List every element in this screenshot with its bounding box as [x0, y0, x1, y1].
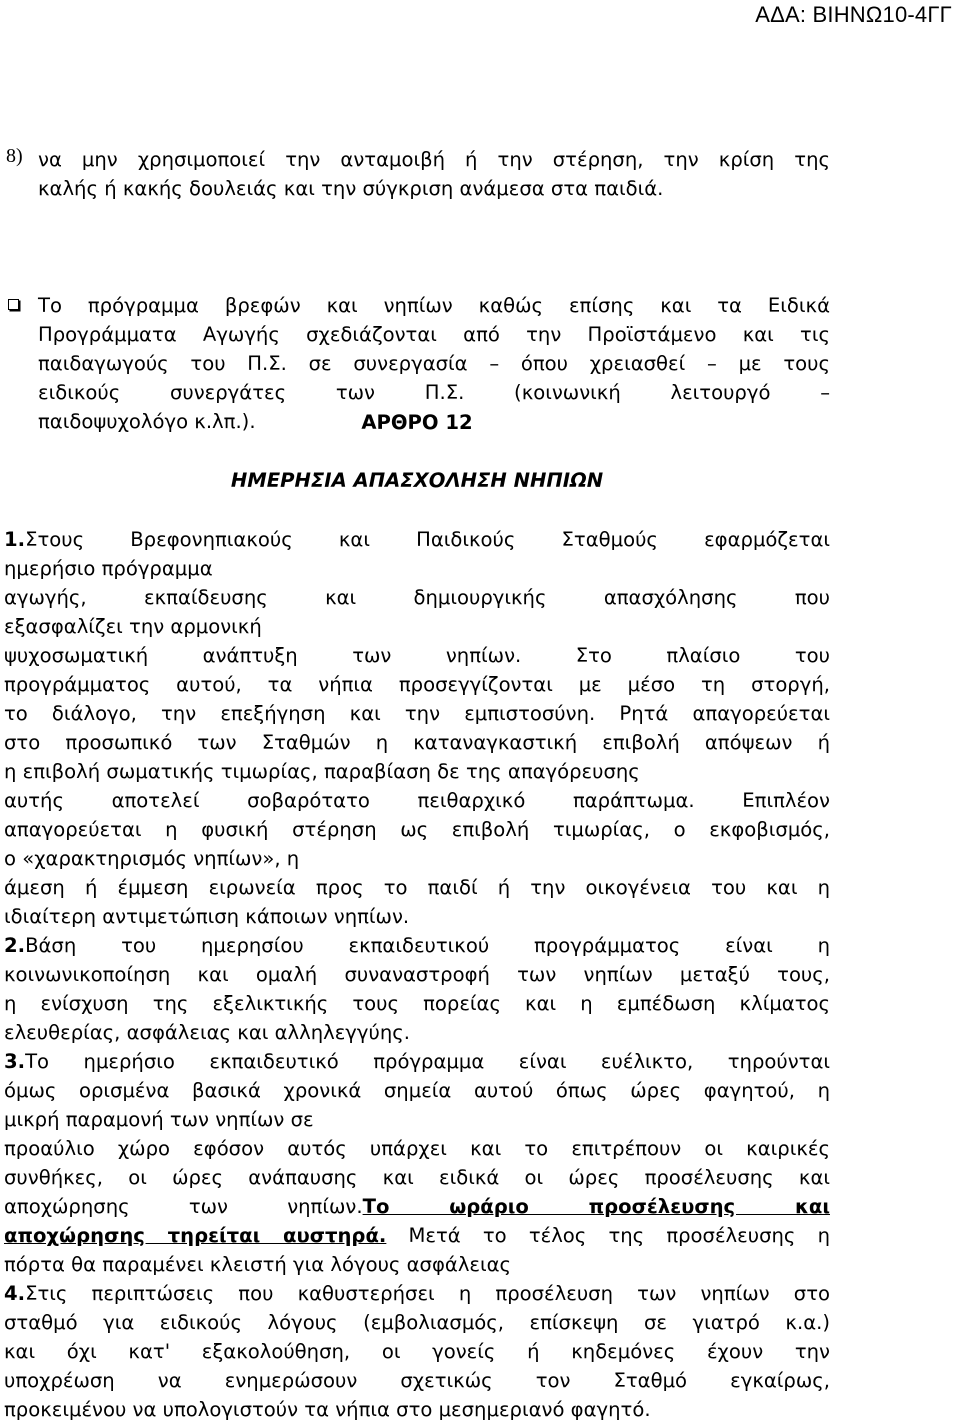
- emphasis-text: αποχώρησης τηρείται αυστηρά.: [4, 1224, 387, 1247]
- article-number: ΑΡΘΡΟ 12: [361, 411, 473, 434]
- emphasis-text: Το ωράριο προσέλευσης και: [362, 1195, 830, 1218]
- text-line: ημερήσιο πρόγραμμα: [4, 557, 213, 580]
- paragraph-1: [4, 525, 830, 1424]
- text-line: προκειμένου να υπολογιστούν τα νήπια στο μεσημεριανό φαγητό.: [4, 1398, 651, 1421]
- text-line: ψυχοσωματική ανάπτυξη των νηπίων. Στο πλαίσιο του: [4, 644, 830, 667]
- article-title: ΗΜΕΡΗΣΙΑ ΑΠΑΣΧΟΛΗΣΗ ΝΗΠΙΩΝ: [230, 469, 604, 492]
- text-line: πόρτα θα παραμένει κλειστή για λόγους ασφάλειας: [4, 1253, 512, 1276]
- text-line: η επιβολή σωματικής τιμωρίας, παραβίαση δε της απαγόρευσης: [4, 760, 640, 783]
- text-line: προγράμματος αυτού, τα νήπια προσεγγίζονται με μέσο τη στοργή,: [4, 673, 830, 696]
- text-line: αποχώρησης τηρείται αυστηρά. Μετά το τέλος της προσέλευσης η: [4, 1224, 830, 1247]
- text-line: παιδοψυχολόγο κ.λπ.).: [38, 410, 256, 433]
- text-line: κοινωνικοποίηση και ομαλή συναναστροφή των νηπίων μεταξύ τους,: [4, 963, 830, 986]
- text-line: ειδικούς συνεργάτες των Π.Σ. (κοινωνική λειτουργό –: [38, 381, 830, 404]
- text-line: 2.Βάση του ημερησίου εκπαιδευτικού προγράμματος είναι η: [4, 934, 830, 957]
- text-line: το διάλογο, την επεξήγηση και την εμπιστοσύνη. Ρητά απαγορεύεται: [4, 702, 830, 725]
- text-line: ιδιαίτερη αντιμετώπιση κάποιων νηπίων.: [4, 905, 410, 928]
- text-line: άμεση ή έμμεση ειρωνεία προς το παιδί ή την οικογένεια του και η: [4, 876, 830, 899]
- text-line: να μην χρησιμοποιεί την ανταμοιβή ή την στέρηση, την κρίση της: [38, 148, 830, 171]
- text-line: 3.Το ημερήσιο εκπαιδευτικό πρόγραμμα είναι ευέλικτο, τηρούνται: [4, 1050, 830, 1073]
- text-line: όμως ορισμένα βασικά χρονικά σημεία αυτού όπως ώρες φαγητού, η: [4, 1079, 830, 1102]
- text-line: ο «χαρακτηρισμός νηπίων», η: [4, 847, 300, 870]
- text-line: αποχώρησης των νηπίων.Το ωράριο προσέλευσης και: [4, 1195, 830, 1218]
- paragraph-number: 1.: [4, 528, 26, 551]
- text-line: η ενίσχυση της εξελικτικής τους πορείας και η εμπέδωση κλίματος: [4, 992, 830, 1015]
- text-line: προαύλιο χώρο εφόσον αυτός υπάρχει και το επιτρέπουν οι καιρικές: [4, 1137, 830, 1160]
- text-line: μικρή παραμονή των νηπίων σε: [4, 1108, 314, 1131]
- list-item-8: [6, 145, 830, 203]
- text-line: απαγορεύεται η φυσική στέρηση ως επιβολή τιμωρίας, ο εκφοβισμός,: [4, 818, 830, 841]
- list-number: 8): [6, 145, 23, 167]
- document-code: ΑΔΑ: ΒΙΗΝΩ10-4ΓΓ: [755, 2, 952, 27]
- text-line: εξασφαλίζει την αρμονική: [4, 615, 262, 638]
- text-line: καλής ή κακής δουλειάς και την σύγκριση ανάμεσα στα παιδιά.: [38, 177, 664, 200]
- paragraph-number: 2.: [4, 934, 26, 957]
- paragraph-number: 3.: [4, 1050, 26, 1073]
- checkbox-bullet-icon: [8, 299, 19, 310]
- text-line: σταθμό για ειδικούς λόγους (εμβολιασμός, επίσκεψη σε γιατρό κ.α.): [4, 1311, 830, 1334]
- text-line: παιδαγωγούς του Π.Σ. σε συνεργασία – όπου χρειασθεί – με τους: [38, 352, 830, 375]
- text-line: συνθήκες, οι ώρες ανάπαυσης και ειδικά οι ώρες προσέλευσης και: [4, 1166, 830, 1189]
- text-line: αυτής αποτελεί σοβαρότατο πειθαρχικό παράπτωμα. Επιπλέον: [4, 789, 830, 812]
- text-line: στο προσωπικό των Σταθμών η καταναγκαστική επιβολή απόψεων ή: [4, 731, 830, 754]
- text-line: υποχρέωση να ενημερώσουν σχετικώς τον Σταθμό εγκαίρως,: [4, 1369, 830, 1392]
- text-line: και όχι κατ' εξακολούθηση, οι γονείς ή κηδεμόνες έχουν την: [4, 1340, 830, 1363]
- text-line: 4.Στις περιπτώσεις που καθυστερήσει η προσέλευση των νηπίων στο: [4, 1282, 830, 1305]
- paragraph-number: 4.: [4, 1282, 26, 1305]
- text-line: ελευθερίας, ασφάλειας και αλληλεγγύης.: [4, 1021, 410, 1044]
- text-line: Το πρόγραμμα βρεφών και νηπίων καθώς επίσης και τα Ειδικά: [38, 294, 830, 317]
- text-line: Προγράμματα Αγωγής σχεδιάζονται από την Προϊστάμενο και τις: [38, 323, 830, 346]
- text-line: 1.Στους Βρεφονηπιακούς και Παιδικούς Σταθμούς εφαρμόζεται: [4, 528, 830, 551]
- text-line: αγωγής, εκπαίδευσης και δημιουργικής απασχόλησης που: [4, 586, 830, 609]
